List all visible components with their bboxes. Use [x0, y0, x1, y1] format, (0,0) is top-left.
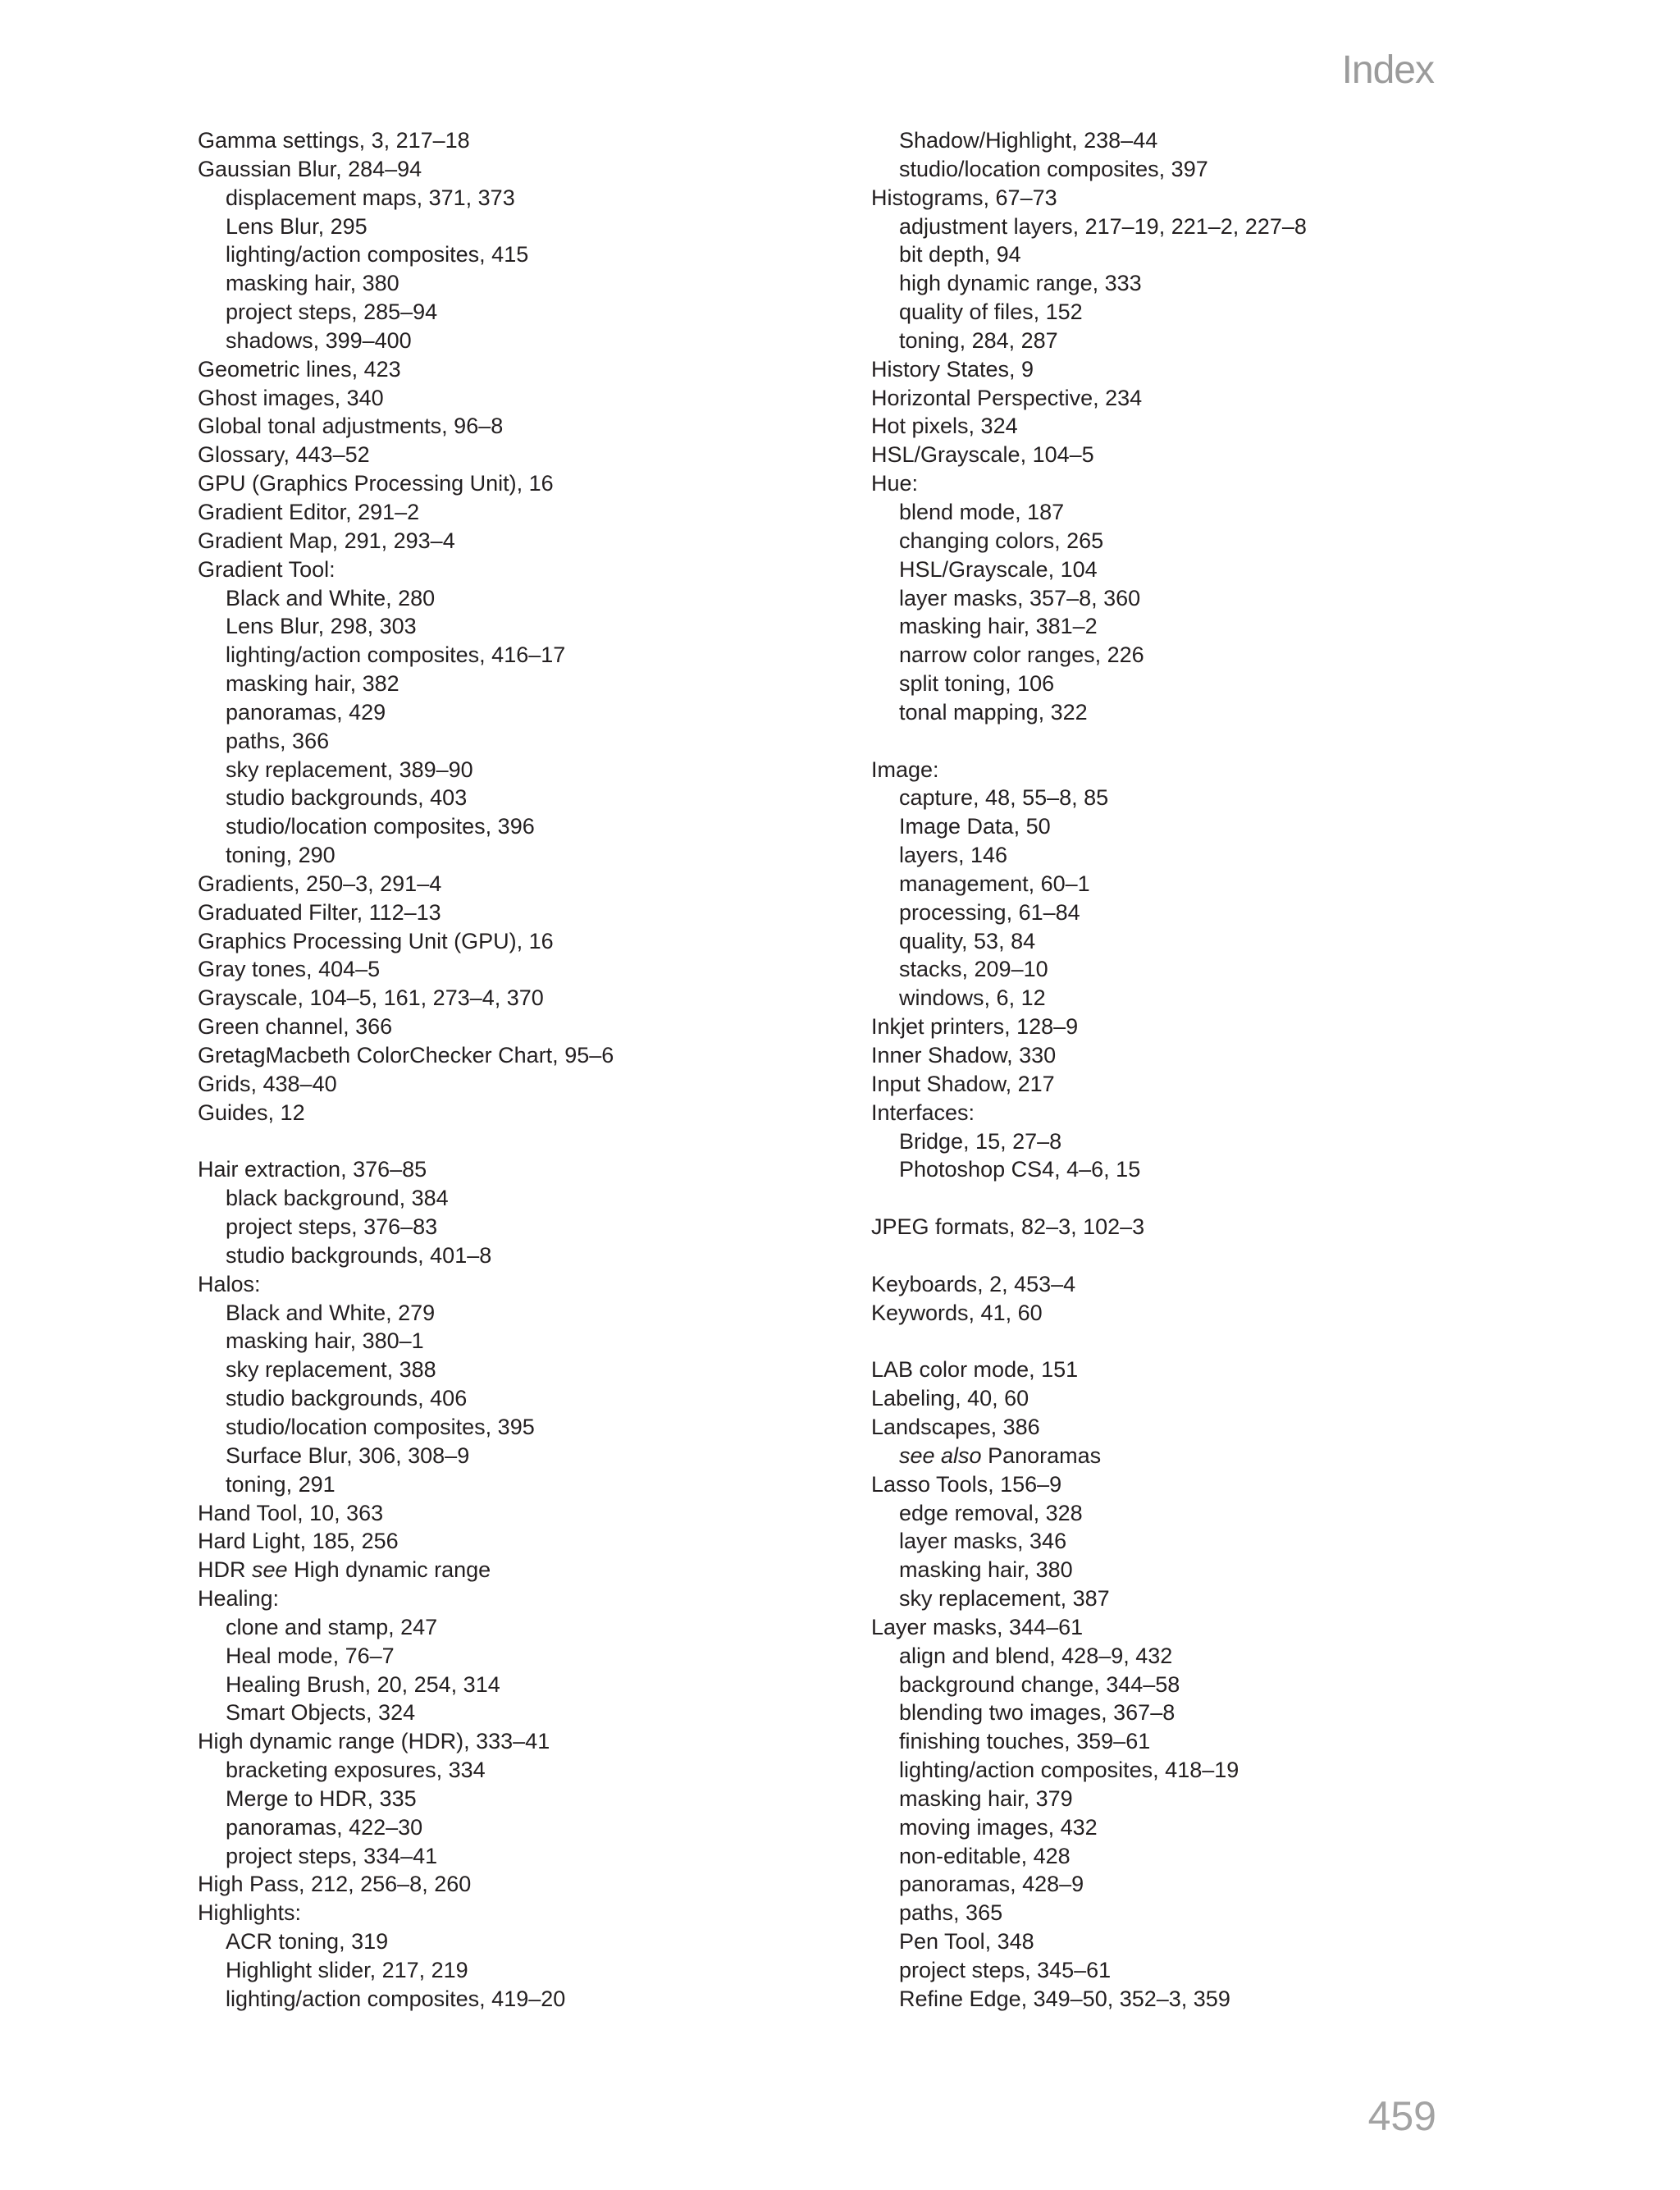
index-subentry: paths, 366 [226, 728, 330, 753]
index-subentry: studio backgrounds, 401–8 [226, 1242, 492, 1268]
index-entry: Gamma settings, 3, 217–18 [198, 128, 470, 153]
index-subentry: black background, 384 [226, 1186, 449, 1211]
index-entry: GPU (Graphics Processing Unit), 16 [198, 471, 554, 496]
index-entry: Inner Shadow, 330 [871, 1043, 1057, 1068]
index-subentry: studio backgrounds, 403 [226, 785, 468, 811]
section-spacer [871, 1241, 1511, 1270]
index-subentry: Black and White, 279 [226, 1300, 436, 1325]
index-entry [198, 1556, 838, 1584]
index-entry: History States, 9 [871, 356, 1034, 382]
index-entry: Graduated Filter, 112–13 [198, 899, 441, 925]
index-subentry: layer masks, 357–8, 360 [899, 585, 1141, 610]
index-subentry: edge removal, 328 [899, 1500, 1083, 1525]
index-entry: LAB color mode, 151 [871, 1357, 1079, 1383]
index-subentry: Highlight slider, 217, 219 [226, 1958, 468, 1982]
index-subentry: studio/location composites, 395 [226, 1414, 535, 1439]
index-entry: Hand Tool, 10, 363 [198, 1500, 384, 1525]
index-subentry: Pen Tool, 348 [899, 1929, 1034, 1955]
index-subentry: capture, 48, 55–8, 85 [899, 785, 1109, 811]
index-subentry: Heal mode, 76–7 [226, 1643, 395, 1668]
index-subentry: changing colors, 265 [899, 528, 1104, 553]
index-subentry: quality, 53, 84 [899, 928, 1036, 953]
index-subentry: windows, 6, 12 [899, 985, 1046, 1011]
index-subentry: Smart Objects, 324 [226, 1700, 416, 1726]
entry-term: HDR [198, 1557, 246, 1583]
index-subentry: layers, 146 [899, 843, 1008, 868]
index-entry: Highlights: [198, 1900, 302, 1926]
index-entry: JPEG formats, 82–3, 102–3 [871, 1214, 1145, 1240]
index-entry: Keyboards, 2, 453–4 [871, 1271, 1076, 1296]
index-entry: High dynamic range (HDR), 333–41 [198, 1729, 550, 1754]
index-subentry: adjustment layers, 217–19, 221–2, 227–8 [899, 213, 1307, 239]
index-subentry: sky replacement, 387 [899, 1586, 1110, 1612]
index-subentry: Black and White, 280 [226, 585, 436, 610]
index-entry: Keywords, 41, 60 [871, 1300, 1043, 1325]
index-subentry: masking hair, 381–2 [899, 614, 1098, 639]
index-subentry [871, 1442, 1511, 1470]
index-subentry: panoramas, 428–9 [899, 1872, 1084, 1897]
index-subentry: Healing Brush, 20, 254, 314 [226, 1671, 500, 1697]
index-subentry: panoramas, 422–30 [226, 1814, 423, 1840]
index-subentry: lighting/action composites, 416–17 [226, 642, 566, 668]
index-entry: Grids, 438–40 [198, 1071, 337, 1096]
index-entry: Hard Light, 185, 256 [198, 1529, 399, 1554]
index-subentry: lighting/action composites, 415 [226, 242, 529, 267]
index-subentry: Photoshop CS4, 4–6, 15 [899, 1157, 1141, 1182]
index-subentry: non-editable, 428 [899, 1843, 1071, 1868]
index-column-right [871, 126, 1511, 2014]
index-entry: Green channel, 366 [198, 1014, 393, 1040]
index-subentry: stacks, 209–10 [899, 957, 1048, 982]
index-subentry: toning, 290 [226, 843, 336, 868]
index-entry: Interfaces: [871, 1100, 975, 1125]
index-subentry: quality of files, 152 [899, 299, 1083, 325]
index-subentry: bracketing exposures, 334 [226, 1758, 486, 1783]
index-entry: Guides, 12 [198, 1100, 305, 1125]
index-subentry: studio backgrounds, 406 [226, 1386, 468, 1411]
index-subentry: management, 60–1 [899, 871, 1090, 896]
index-subentry: background change, 344–58 [899, 1671, 1180, 1697]
index-entry: Geometric lines, 423 [198, 356, 401, 382]
index-entry: Inkjet printers, 128–9 [871, 1014, 1079, 1040]
index-subentry: tonal mapping, 322 [899, 699, 1088, 725]
index-subentry: shadows, 399–400 [226, 327, 412, 353]
index-entry: Layer masks, 344–61 [871, 1614, 1084, 1639]
index-subentry: masking hair, 380 [226, 271, 399, 296]
index-subentry: narrow color ranges, 226 [899, 642, 1144, 668]
index-subentry: Lens Blur, 295 [226, 213, 368, 239]
index-subentry: Image Data, 50 [899, 814, 1051, 839]
section-spacer [871, 1327, 1511, 1356]
index-subentry: clone and stamp, 247 [226, 1614, 438, 1639]
index-subentry: masking hair, 380 [899, 1557, 1073, 1583]
section-spacer [871, 1184, 1511, 1213]
index-subentry: studio/location composites, 396 [226, 814, 535, 839]
index-subentry: sky replacement, 388 [226, 1357, 436, 1383]
index-entry: Gradient Map, 291, 293–4 [198, 528, 455, 553]
index-subentry: project steps, 285–94 [226, 299, 438, 325]
index-entry: Gradient Tool: [198, 556, 336, 582]
index-entry: Histograms, 67–73 [871, 185, 1057, 210]
index-subentry: toning, 284, 287 [899, 327, 1058, 353]
index-subentry: project steps, 345–61 [899, 1958, 1112, 1982]
index-entry: Horizontal Perspective, 234 [871, 385, 1143, 410]
index-subentry: Bridge, 15, 27–8 [899, 1128, 1062, 1154]
index-subentry: HSL/Grayscale, 104 [899, 556, 1098, 582]
index-subentry: project steps, 376–83 [226, 1214, 438, 1240]
index-entry: Graphics Processing Unit (GPU), 16 [198, 928, 554, 953]
index-entry: Hue: [871, 471, 919, 496]
index-subentry: paths, 365 [899, 1900, 1003, 1926]
index-entry: Hot pixels, 324 [871, 414, 1018, 439]
index-entry: Input Shadow, 217 [871, 1071, 1055, 1096]
index-subentry: toning, 291 [226, 1471, 336, 1497]
index-subentry: displacement maps, 371, 373 [226, 185, 515, 210]
index-entry: Landscapes, 386 [871, 1414, 1040, 1439]
index-subentry: masking hair, 380–1 [226, 1328, 424, 1354]
index-entry: Image: [871, 757, 939, 782]
index-entry: Gradient Editor, 291–2 [198, 499, 420, 524]
index-subentry: ACR toning, 319 [226, 1929, 389, 1955]
see-reference-label: see also [899, 1442, 982, 1468]
index-entry: Gray tones, 404–5 [198, 957, 381, 982]
index-subentry: align and blend, 428–9, 432 [899, 1643, 1173, 1668]
page-header-title: Index [1341, 48, 1434, 92]
index-column-left [198, 126, 838, 2014]
index-subentry: Merge to HDR, 335 [226, 1785, 417, 1811]
index-subentry: blend mode, 187 [899, 499, 1065, 524]
index-subentry: Refine Edge, 349–50, 352–3, 359 [899, 1986, 1230, 2011]
index-subentry: processing, 61–84 [899, 899, 1080, 925]
index-subentry: layer masks, 346 [899, 1529, 1067, 1554]
index-entry: Hair extraction, 376–85 [198, 1157, 427, 1182]
index-subentry: lighting/action composites, 418–19 [899, 1758, 1239, 1783]
see-reference-target: Panoramas [981, 1442, 1102, 1468]
see-reference-target: High dynamic range [287, 1557, 491, 1583]
see-reference-label: see [252, 1557, 288, 1583]
index-entry: Gaussian Blur, 284–94 [198, 156, 422, 181]
index-subentry: studio/location composites, 397 [899, 156, 1208, 181]
index-subentry: finishing touches, 359–61 [899, 1729, 1151, 1754]
index-subentry: masking hair, 379 [899, 1785, 1073, 1811]
index-subentry: high dynamic range, 333 [899, 271, 1142, 296]
index-entry: GretagMacbeth ColorChecker Chart, 95–6 [198, 1043, 614, 1068]
index-entry: Global tonal adjustments, 96–8 [198, 414, 504, 439]
index-entry: Lasso Tools, 156–9 [871, 1471, 1062, 1497]
index-entry: Gradients, 250–3, 291–4 [198, 871, 442, 896]
index-subentry: split toning, 106 [899, 671, 1055, 697]
index-entry: Labeling, 40, 60 [871, 1386, 1029, 1411]
index-subentry: Surface Blur, 306, 308–9 [226, 1442, 470, 1468]
index-subentry: Shadow/Highlight, 238–44 [899, 128, 1158, 153]
index-entry: High Pass, 212, 256–8, 260 [198, 1872, 472, 1897]
page-number: 459 [1367, 2093, 1436, 2139]
section-spacer [871, 727, 1511, 756]
index-entry: HSL/Grayscale, 104–5 [871, 442, 1094, 468]
index-subentry: lighting/action composites, 419–20 [226, 1986, 566, 2011]
index-entry: Ghost images, 340 [198, 385, 384, 410]
index-entry: Healing: [198, 1586, 280, 1612]
section-spacer [198, 1127, 838, 1156]
index-subentry: project steps, 334–41 [226, 1843, 438, 1868]
index-subentry: blending two images, 367–8 [899, 1700, 1176, 1726]
index-entry: Glossary, 443–52 [198, 442, 370, 468]
index-entry: Grayscale, 104–5, 161, 273–4, 370 [198, 985, 544, 1011]
index-subentry: masking hair, 382 [226, 671, 399, 697]
index-entry: Halos: [198, 1271, 261, 1296]
index-subentry: sky replacement, 389–90 [226, 757, 473, 782]
index-subentry: Lens Blur, 298, 303 [226, 614, 417, 639]
index-subentry: bit depth, 94 [899, 242, 1021, 267]
index-subentry: moving images, 432 [899, 1814, 1098, 1840]
index-subentry: panoramas, 429 [226, 699, 386, 725]
